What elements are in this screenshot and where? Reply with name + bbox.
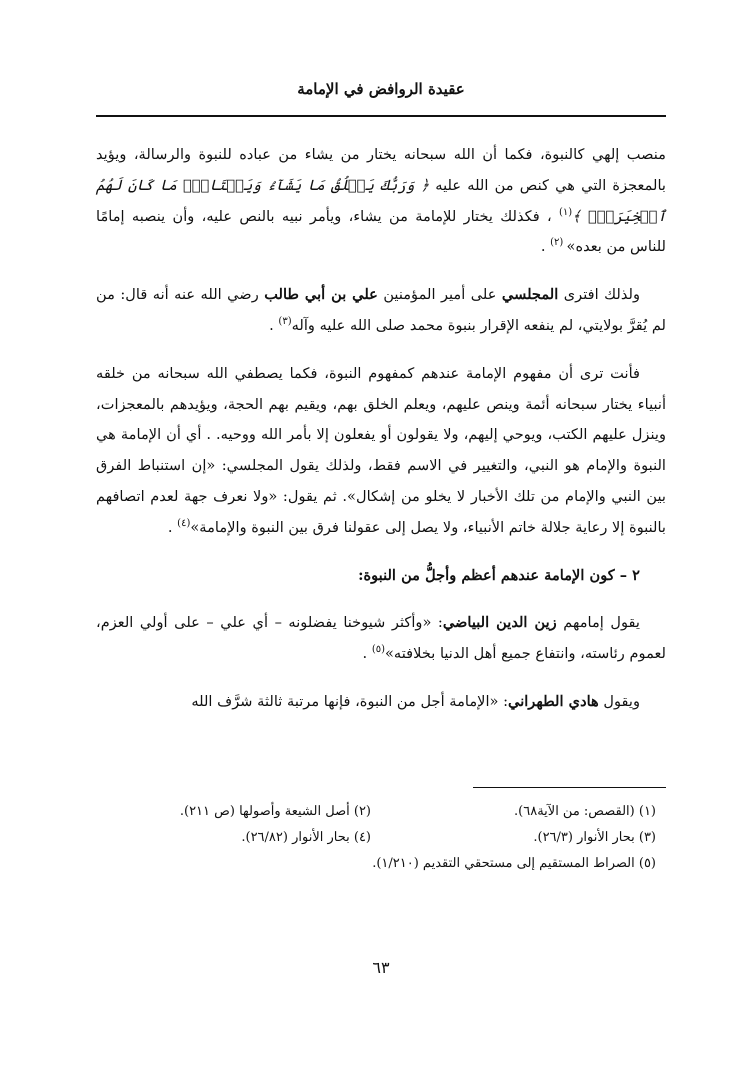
footnote-divider: [473, 787, 666, 788]
paragraph-2: [96, 280, 666, 342]
footnote-ref-5: (٥): [371, 644, 385, 656]
p4-text-a: يقول إمامهم: [556, 614, 640, 632]
footnote-ref-4: (٤): [177, 517, 191, 529]
name-tehrani: هادي الطهراني: [508, 692, 599, 710]
footnote-4: (٤) بحار الأنوار (٢٦/٨٢).: [241, 830, 371, 845]
footnote-1: (١) (القصص: من الآية٦٨).: [514, 804, 656, 819]
main-text: [96, 140, 666, 718]
name-bayadi: زين الدين البياضي: [442, 614, 557, 632]
footnote-5: (٥) الصراط المستقيم إلى مستحقي التقديم (١/٢١٠).: [372, 856, 656, 871]
p2-text-a: ولذلك افترى: [558, 286, 640, 304]
p4-text-b: : «وأكثر شيوخنا يفضلونه – أي علي – على أولي العزم، لعموم رئاسته، وانتفاع جميع أهل الدنيا بخلافته»: [96, 614, 666, 663]
p1-text-a: منصب إلهي كالنبوة، فكما أن الله سبحانه يختار من يشاء من عباده للنبوة والرسالة، ويؤيد بالمعجزة التي هي كنص من الله عليه: [96, 146, 666, 194]
name-majlisi: المجلسي: [501, 286, 559, 304]
footnote-row: [96, 799, 666, 825]
p2-text-b: على أمير المؤمنين: [377, 286, 502, 304]
footnote-2: (٢) أصل الشيعة وأصولها (ص ٢١١).: [179, 804, 371, 819]
p4-text-c: .: [362, 645, 372, 663]
footnotes: [96, 799, 666, 877]
footnote-ref-3: (٣): [278, 316, 292, 328]
footnote-ref-1: (١): [558, 206, 573, 218]
paragraph-1: [96, 140, 666, 263]
p5-text-a: ويقول: [598, 692, 640, 710]
p5-text-b: : «الإمامة أجل من النبوة، فإنها مرتبة ثالثة شرَّف الله: [191, 692, 509, 710]
p2-text-c: رضي الله عنه أنه قال: من لم يُقرَّ بولايتي، لم ينفعه الإقرار بنبوة محمد صلى الله عليه وآله: [96, 286, 666, 334]
header-divider: [96, 115, 666, 117]
p3-text-a: فأنت ترى أن مفهوم الإمامة عندهم كمفهوم النبوة، فكما يصطفي الله سبحانه من خلقه أنبياء يختار سبحانه أئمة وينص عليهم، ويعلم الخلق بهم، ويقيم بهم الحجة، ويؤيدهم بالمعجزات، وينزل عليهم الكتب، ويوحي إليهم، ولا يقولون أو يفعلون إلا بأمر الله ووحيه. . أي أن الإمامة هي النبوة والإمام هو النبي، والتغيير في الاسم فقط، ولذلك يقول المجلسي: «إن استنباط الفرق بين النبي والإمام من تلك الأخبار لا يخلو من إشكال». ثم يقول: «ولا نعرف جهة لعدم اتصافهم بالنبوة إلا رعاية جلالة خاتم الأنبياء، ولا يصل إلى عقولنا فرق بين النبوة والإمامة»: [96, 364, 666, 536]
p2-text-d: .: [269, 316, 279, 334]
p3-text-b: .: [167, 518, 178, 536]
p1-text-b: ، فكذلك يختار للإمامة من يشاء، ويأمر نبيه بالنص عليه، وأن ينصبه إمامًا للناس من بعده»: [96, 207, 666, 256]
paragraph-3: [96, 359, 666, 544]
page-number: ٦٣: [372, 958, 390, 977]
section-heading: ٢ – كون الإمامة عندهم أعظم وأجلُّ من النبوة:: [358, 566, 640, 584]
name-ali: علي بن أبي طالب: [264, 286, 378, 304]
footnote-row: [96, 825, 666, 851]
p1-text-c: .: [540, 238, 551, 256]
paragraph-4: [96, 608, 666, 670]
running-header: عقيدة الروافض في الإمامة: [297, 80, 465, 98]
paragraph-5: [96, 687, 666, 718]
footnote-ref-2: (٢): [550, 237, 567, 249]
quran-verse: ﴿ وَرَبُّكَ يَخۡلُقُ مَا يَشَآءُ وَيَخۡتَارُۗ مَا كَانَ لَهُمُ ٱلۡخِيَرَةُۚ ﴾: [96, 176, 666, 225]
footnote-3: (٣) بحار الأنوار (٢٦/٣).: [533, 830, 656, 845]
